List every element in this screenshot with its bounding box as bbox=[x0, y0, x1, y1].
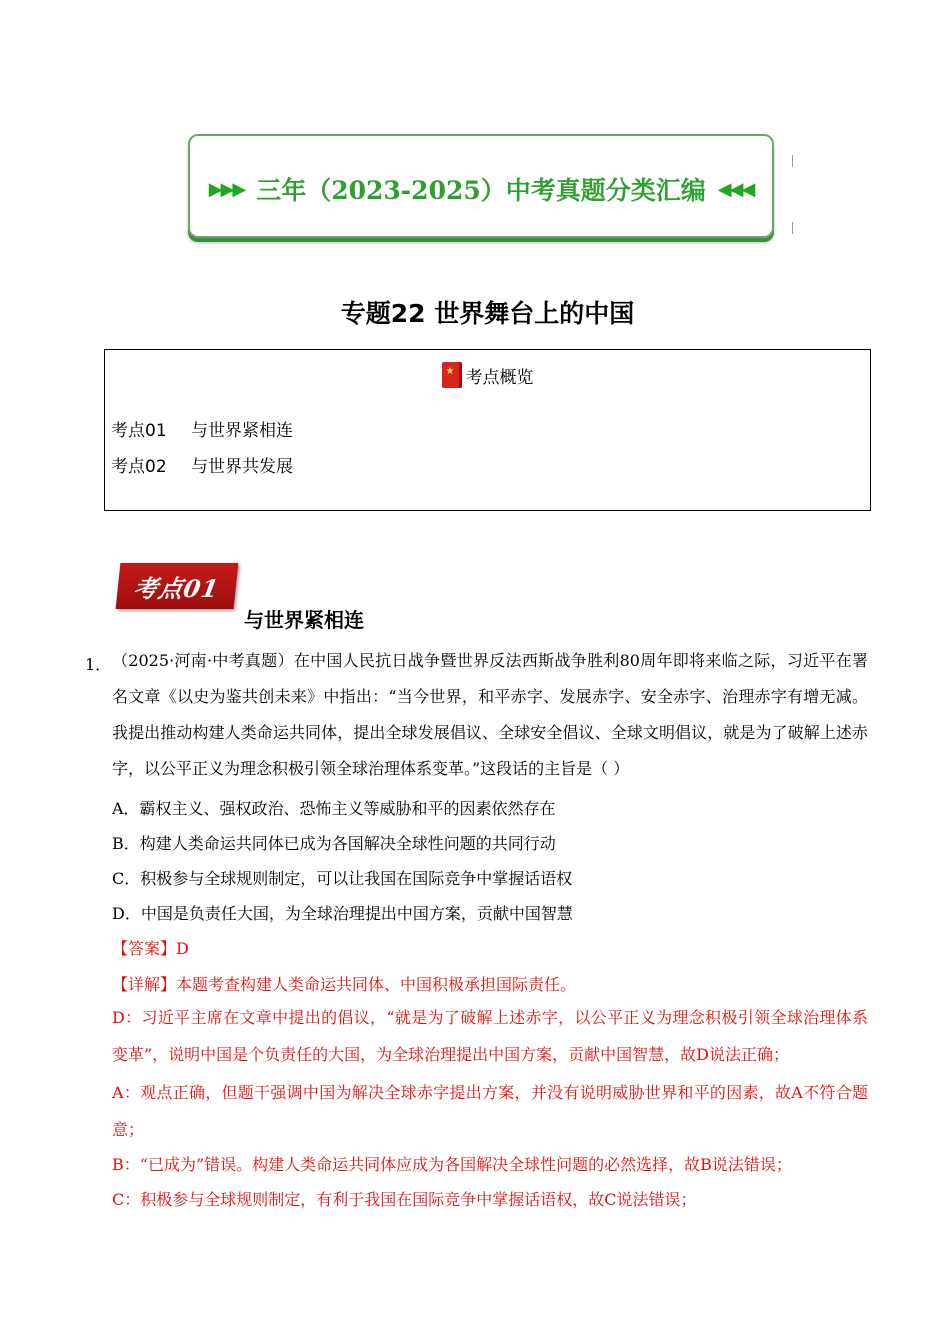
overview-item-code: 考点01 bbox=[111, 421, 167, 441]
section-badge bbox=[116, 563, 239, 609]
document-title: 专题22 世界舞台上的中国 bbox=[340, 299, 635, 328]
analysis-intro: 【详解】本题考查构建人类命运共同体、中国积极承担国际责任。 bbox=[112, 975, 577, 994]
section-badge-label: 考点01 bbox=[131, 573, 222, 603]
margin-mark bbox=[792, 222, 793, 234]
overview-item-label: 与世界共发展 bbox=[191, 457, 293, 477]
margin-mark bbox=[792, 155, 793, 167]
answer: 【答案】D bbox=[112, 939, 189, 958]
overview-item-label: 与世界紧相连 bbox=[191, 421, 293, 441]
book-icon bbox=[442, 362, 462, 388]
overview-item bbox=[111, 452, 293, 477]
analysis-b: B：“已成为”错误。构建人类命运共同体应成为各国解决全球性问题的必然选择，故B说法错误； bbox=[112, 1155, 792, 1174]
option-a: A．霸权主义、强权政治、恐怖主义等威胁和平的因素依然存在 bbox=[112, 799, 556, 818]
option-d: D．中国是负责任大国，为全球治理提出中国方案，贡献中国智慧 bbox=[112, 904, 573, 923]
analysis-d: D：习近平主席在文章中提出的倡议，“就是为了破解上述赤字，以公平正义为理念积极引领全球治理体系变革”，说明中国是个负责任的大国，为全球治理提出中国方案，贡献中国智慧，故D说法正确； bbox=[112, 1008, 868, 1064]
overview-item-code: 考点02 bbox=[111, 457, 167, 477]
question-stem: （2025·河南·中考真题）在中国人民抗日战争暨世界反法西斯战争胜利80周年即将来临之际，习近平在署名文章《以史为鉴共创未来》中指出：“当今世界，和平赤字、发展赤字、安全赤字、治理赤字有增无减。我提出推动构建人类命运共同体，提出全球发展倡议、全球安全倡议、全球文明倡议，就是为了破解上述赤字，以公平正义为理念积极引领全球治理体系变革。”这段话的主旨是（ ） bbox=[112, 651, 868, 778]
option-b: B．构建人类命运共同体已成为各国解决全球性问题的共同行动 bbox=[112, 834, 556, 853]
analysis-a: A：观点正确，但题干强调中国为解决全球赤字提出方案，并没有说明威胁世界和平的因素，故A不符合题意； bbox=[112, 1083, 868, 1139]
analysis-c: C：积极参与全球规则制定，有利于我国在国际竞争中掌握话语权，故C说法错误； bbox=[112, 1190, 697, 1209]
collection-banner bbox=[188, 134, 774, 238]
overview-header bbox=[105, 362, 870, 388]
overview-box bbox=[104, 349, 871, 511]
left-arrows-icon: ◀◀◀ bbox=[717, 178, 754, 200]
option-c: C．积极参与全球规则制定，可以让我国在国际竞争中掌握话语权 bbox=[112, 869, 573, 888]
overview-heading: 考点概览 bbox=[465, 367, 534, 388]
right-arrows-icon: ▶▶▶ bbox=[208, 178, 245, 200]
question-number: 1． bbox=[85, 655, 112, 674]
section-heading: 与世界紧相连 bbox=[244, 608, 364, 632]
banner-title: 三年（2023-2025）中考真题分类汇编 bbox=[256, 176, 706, 205]
overview-item bbox=[111, 416, 293, 441]
